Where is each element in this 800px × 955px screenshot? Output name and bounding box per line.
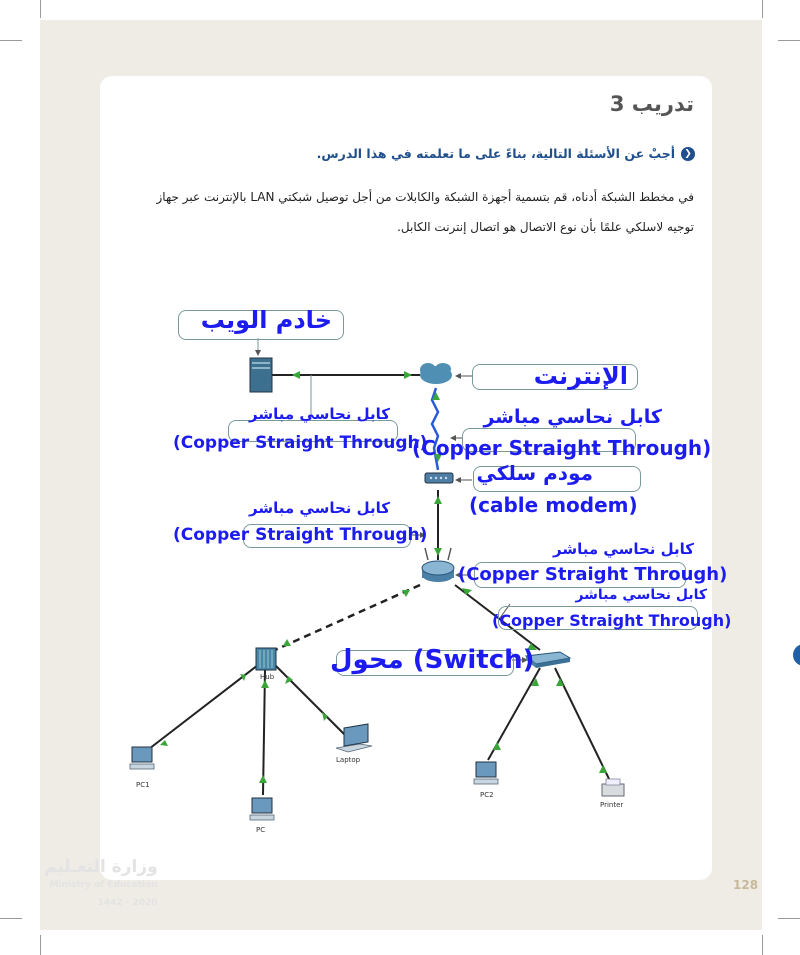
link-hub-laptop [275, 665, 345, 735]
link-hub-pc1 [145, 665, 258, 752]
link-arrow [283, 639, 291, 646]
chevron-left-icon: ❮ [681, 147, 695, 161]
pc-label: PC [256, 826, 266, 834]
switch-label: محول (Switch) [330, 645, 535, 675]
link-arrow [322, 712, 328, 721]
ministry-watermark: وزارة التعـليم Ministry of Education 2020 - 1442 [44, 857, 158, 908]
laptop-icon [336, 724, 372, 752]
cable-label-en: (Copper Straight Through) [492, 611, 732, 630]
pc-icon [130, 747, 154, 769]
pc2-label: PC2 [480, 791, 494, 799]
link-arrow [261, 680, 269, 688]
cable-label-ar: كابل نحاسي مباشر [483, 406, 662, 428]
cable-label-en: (Copper Straight Through) [412, 436, 712, 460]
link-router-hub [275, 585, 420, 650]
hub-label: Hub [260, 673, 275, 681]
cable-label-ar: كابل نحاسي مباشر [249, 499, 390, 517]
internet-label: الإنترنت [533, 362, 628, 390]
pc-icon [474, 762, 498, 784]
link-arrow [434, 496, 442, 504]
link-arrow [292, 371, 300, 379]
link-arrow [599, 765, 607, 773]
cable-label-ar: كابل نحاسي مباشر [249, 405, 390, 423]
modem-label-en: (cable modem) [469, 493, 638, 517]
cloud-icon [420, 363, 452, 384]
link-arrow [493, 742, 501, 750]
page-number: 128 [733, 878, 759, 892]
pc1-label: PC1 [136, 781, 150, 789]
pc-icon [250, 798, 274, 820]
cable-label-en: (Copper Straight Through) [173, 433, 428, 453]
link-arrow [160, 740, 168, 746]
web-server-label: خادم الويب [200, 306, 332, 334]
hub-icon [256, 648, 276, 670]
server-icon [250, 358, 272, 392]
cable-label-en: (Copper Straight Through) [458, 564, 728, 585]
link-arrow [404, 371, 412, 379]
cable-label-ar: كابل نحاسي مباشر [553, 540, 694, 558]
laptop-label: Laptop [336, 756, 361, 764]
cable-label-ar: كابل نحاسي مباشر [575, 587, 707, 603]
cable-label-en: (Copper Straight Through) [173, 525, 428, 545]
printer-icon [602, 779, 624, 796]
modem-label-ar: مودم سلكي [476, 461, 593, 485]
paragraph: في مخطط الشبكة أدناه، قم بتسمية أجهزة الشبكة والكابلات من أجل توصيل شبكتي LAN بالإنترنت عبر جهاز توجيه لاسلكي علمًا بأن نوع الاتصال هو اتصال إنترنت الكابل. [156, 190, 694, 234]
link-arrow [259, 775, 267, 783]
instruction-text: أجبْ عن الأسئلة التالية، بناءً على ما تعلمته في هذا الدرس. [316, 146, 675, 161]
printer-label: Printer [600, 801, 624, 809]
link-arrow [434, 548, 442, 556]
exercise-title: تدريب 3 [609, 92, 694, 116]
modem-icon [425, 473, 453, 483]
